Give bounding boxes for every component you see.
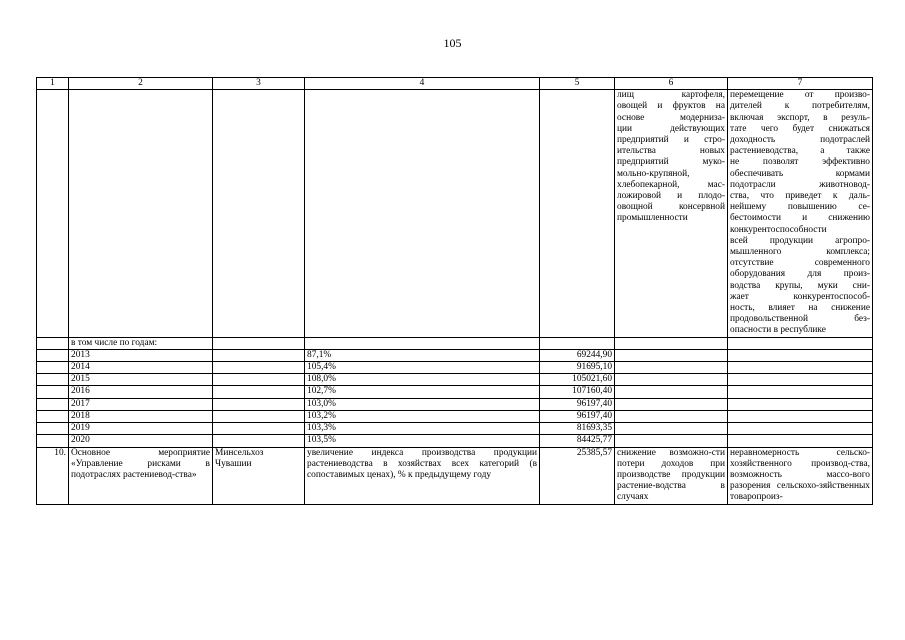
- year-cell: 2017: [69, 398, 213, 410]
- text-line: всей продукции агропро-: [730, 235, 870, 246]
- amount-cell: 25385,57: [540, 447, 615, 504]
- year-cell: 2016: [69, 386, 213, 398]
- empty-cell: [213, 90, 305, 337]
- executor: Минсельхоз Чувашии: [213, 447, 305, 504]
- continuation-row: [37, 90, 873, 337]
- text-line: опасности в республике: [730, 325, 826, 336]
- year-row: [37, 362, 873, 374]
- year-row: [37, 435, 873, 447]
- amount-cell: 84425,77: [540, 435, 615, 447]
- amount-cell: 81693,35: [540, 423, 615, 435]
- page-number: 105: [443, 36, 462, 50]
- text-line: ительства новых: [617, 146, 725, 157]
- year-cell: 2013: [69, 349, 213, 361]
- empty-cell: [540, 90, 615, 337]
- program-table: [36, 77, 873, 505]
- index-cell: 105,4%: [305, 362, 540, 374]
- index-cell: 108,0%: [305, 374, 540, 386]
- amount-cell: 107160,40: [540, 386, 615, 398]
- text-line: ции действующих: [617, 123, 725, 134]
- years-label: в том числе по годам:: [69, 337, 213, 349]
- year-cell: 2020: [69, 435, 213, 447]
- year-row: [37, 423, 873, 435]
- text-line: лищ картофеля,: [617, 90, 725, 101]
- header-cell: 4: [305, 78, 540, 90]
- amount-cell: 91695,10: [540, 362, 615, 374]
- text-line: конкурентоспособности: [730, 224, 827, 235]
- empty-cell: [69, 90, 213, 337]
- problem-text-cell: [615, 90, 728, 337]
- text-line: водства крупы, муки сни-: [730, 280, 870, 291]
- text-line: ства, что приведет к даль-: [730, 191, 870, 202]
- index-cell: 103,2%: [305, 410, 540, 422]
- year-row: [37, 386, 873, 398]
- header-cell: 2: [69, 78, 213, 90]
- text-line: ность, влияет на снижение: [730, 303, 870, 314]
- consequence: неравномерность сельско-хозяйственного производ-ства, возможность массо-вого разорения сельскохо-зяйственных товаропроиз-: [728, 447, 873, 504]
- text-line: растениеводства, а также: [730, 146, 870, 157]
- header-row: [37, 78, 873, 90]
- header-cell: 7: [728, 78, 873, 90]
- header-cell: 3: [213, 78, 305, 90]
- amount-cell: 69244,90: [540, 349, 615, 361]
- year-row: [37, 349, 873, 361]
- expected-result: снижение возможно-сти потери доходов при производстве продукции растение-водства в случаях: [615, 447, 728, 504]
- text-line: бестоимости и снижению: [730, 213, 870, 224]
- text-line: мышленного комплекса;: [730, 247, 870, 258]
- text-line: включая экспорт, в резуль-: [730, 112, 870, 123]
- index-cell: 87,1%: [305, 349, 540, 361]
- year-row: [37, 410, 873, 422]
- indicator: увеличение индекса производства продукции растениеводства в хозяйствах всех категорий (в сопоставимых ценах), % к предыдущему году: [305, 447, 540, 504]
- text-line: дителей к потребителям,: [730, 101, 870, 112]
- index-cell: 103,0%: [305, 398, 540, 410]
- year-row: [37, 374, 873, 386]
- amount-cell: 96197,40: [540, 410, 615, 422]
- text-line: овощной консервной: [617, 202, 725, 213]
- text-line: основе модерниза-: [617, 112, 725, 123]
- text-line: не позволят эффективно: [730, 157, 870, 168]
- empty-cell: [305, 90, 540, 337]
- amount-cell: 105021,60: [540, 374, 615, 386]
- text-line: предприятий муко-: [617, 157, 725, 168]
- text-line: подотрасли животновод-: [730, 179, 870, 190]
- text-line: жает конкурентоспособ-: [730, 291, 870, 302]
- text-line: доходность подотраслей: [730, 135, 870, 146]
- header-cell: 1: [37, 78, 69, 90]
- index-cell: 103,5%: [305, 435, 540, 447]
- year-cell: 2018: [69, 410, 213, 422]
- text-line: обеспечивать кормами: [730, 168, 870, 179]
- text-line: промышленности: [617, 213, 688, 224]
- index-cell: 103,3%: [305, 423, 540, 435]
- amount-cell: 96197,40: [540, 398, 615, 410]
- text-line: предприятий и стро-: [617, 135, 725, 146]
- text-line: нейшему повышению се-: [730, 202, 870, 213]
- row-number: 10.: [37, 447, 69, 504]
- year-row: [37, 398, 873, 410]
- text-line: мольно-крупяной,: [617, 168, 690, 179]
- text-line: оборудования для произ-: [730, 269, 870, 280]
- activity-name: Основное мероприятие «Управление рисками в подотраслях растениевод-ства»: [69, 447, 213, 504]
- text-line: хлебопекарной, мас-: [617, 179, 725, 190]
- empty-cell: [37, 90, 69, 337]
- header-cell: 6: [615, 78, 728, 90]
- years-label-row: [37, 337, 873, 349]
- text-line: ложировой и плодо-: [617, 191, 725, 202]
- year-cell: 2019: [69, 423, 213, 435]
- row-10: [37, 447, 873, 504]
- year-cell: 2014: [69, 362, 213, 374]
- text-line: тате чего будет снижаться: [730, 123, 870, 134]
- text-line: продовольственной без-: [730, 314, 870, 325]
- text-line: овощей и фруктов на: [617, 101, 725, 112]
- consequence-text-cell: [728, 90, 873, 337]
- text-line: перемещение от произво-: [730, 90, 870, 101]
- year-cell: 2015: [69, 374, 213, 386]
- header-cell: 5: [540, 78, 615, 90]
- index-cell: 102,7%: [305, 386, 540, 398]
- text-line: отсутствие современного: [730, 258, 870, 269]
